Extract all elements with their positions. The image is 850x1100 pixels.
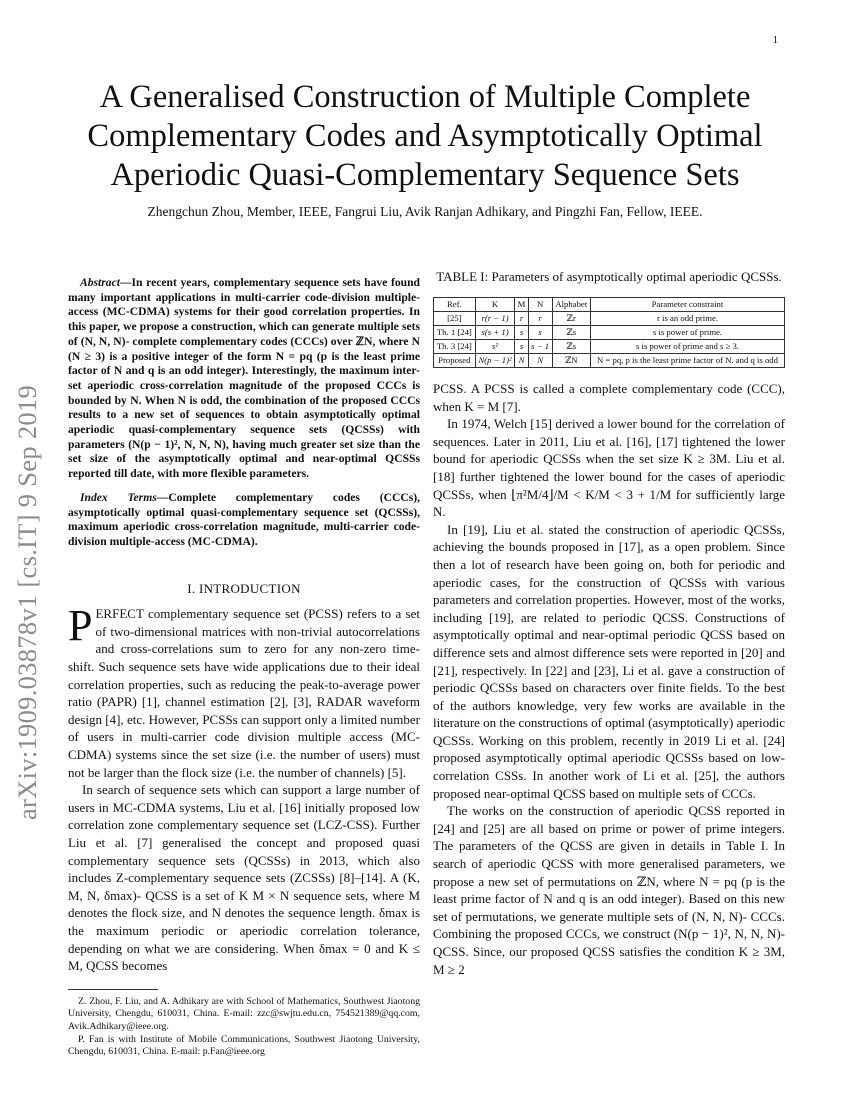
table-cell: ℤs bbox=[552, 326, 590, 340]
table-cell: [25] bbox=[434, 312, 476, 326]
table-cell: s(s + 1) bbox=[475, 326, 515, 340]
table-cell: N = pq, p is the least prime factor of N. and q is odd bbox=[590, 354, 784, 368]
table-cell: s is power of prime. bbox=[590, 326, 784, 340]
title-line: Aperiodic Quasi-Complementary Sequence Sets bbox=[110, 157, 740, 193]
table-header-cell: K bbox=[475, 298, 515, 312]
table-cell: s is power of prime and s ≥ 3. bbox=[590, 340, 784, 354]
table-cell: ℤN bbox=[552, 354, 590, 368]
title-line: A Generalised Construction of Multiple Complete bbox=[99, 79, 751, 115]
intro-paragraph bbox=[68, 601, 420, 781]
paper-title bbox=[60, 78, 790, 195]
title-line: Complementary Codes and Asymptotically Optimal bbox=[87, 118, 763, 154]
table-row bbox=[434, 340, 785, 354]
index-terms-label: Index Terms bbox=[80, 490, 157, 504]
index-terms-text: —Complete complementary codes (CCCs), asymptotically optimal quasi-complementary sequence set (QCSSs), maximum aperiodic cross-correlation magnitude, multi-carrier code-division multiple-access (MC-CDMA). bbox=[68, 490, 420, 548]
table-cell: s − 1 bbox=[528, 340, 552, 354]
table-cell: ℤs bbox=[552, 340, 590, 354]
table-cell: N bbox=[528, 354, 552, 368]
table-cell: Th. 3 [24] bbox=[434, 340, 476, 354]
body-paragraph: The works on the construction of aperiodic QCSS reported in [24] and [25] are all based on prime or power of prime integers. The parameters of the QCSS are given in details in Table I. In search of aperiodic QCSS with more generalised parameters, we propose a new set of permutations on ℤN, where N = pq (p is the least prime factor of N and q is an odd integer). Based on this new set of permutations, we generate multiple sets of (N, N, N)- CCCs. Combining the proposed CCCs, we construct (N(p − 1)², N, N, N)- QCSS. Since, our proposed QCSS satisfies the condition K ≥ 3M, M ≥ 2 bbox=[433, 803, 785, 977]
intro-paragraph: In search of sequence sets which can support a large number of users in MC-CDMA systems, Liu et al. [16] initially proposed low correlation zone complementary sequence set (LCZ-CSS). Further Liu et al. [7] generalised the concept and proposed quasi complementary sequence sets (QCSSs) in 2013, which also includes Z-complementary sequence sets (ZCSSs) [8]–[14]. A (K, M, N, δmax)- QCSS is a set of K M × N sequence sets, where M denotes the flock size, and N denotes the sequence length. δmax is the maximum periodic or aperiodic correlation tolerance, depending on what we are considering. When δmax = 0 and K ≤ M, QCSS becomes bbox=[68, 782, 420, 974]
abstract-text: —In recent years, complementary sequence sets have found many important applications in multi-carrier code-division multiple-access (MC-CDMA) systems for their good correlation properties. In this paper, we propose a construction, which can generate multiple sets of (N, N, N)- complete complementary codes (CCCs) over ℤN, where N (N ≥ 3) is a positive integer of the form N = pq (p is the least prime factor of N and q is an odd integer). Interestingly, the maximum inter-set aperiodic cross-correlation magnitude of the proposed CCCs is bounded by N. When N is odd, the combination of the proposed CCCs results to a new set of sequences to obtain asymptotically optimal aperiodic quasi-complementary sequence sets (QCSSs) with parameters (N(p − 1)², N, N, N), having much greater set size than the set size of the asymptotically optimal and near-optimal QCSSs reported till date, with more flexible parameters. bbox=[68, 276, 420, 481]
body-paragraph: In 1974, Welch [15] derived a lower bound for the correlation of sequences. Later in 2011, Liu et al. [16], [17] tightened the lower bound for aperiodic QCSSs when the set size K ≥ 3M. Liu et al. [18] further tightened the lower bound for the cases of aperiodic QCSSs, when ⌊π²M/4⌋/M < K/M < 3 + 1/M for sufficiently large N. bbox=[433, 416, 785, 520]
table-cell: r(r − 1) bbox=[475, 312, 515, 326]
table-cell: s bbox=[515, 340, 528, 354]
table-cell: N(p − 1)² bbox=[475, 354, 515, 368]
table-row bbox=[434, 326, 785, 340]
table-row bbox=[434, 354, 785, 368]
drop-cap: P bbox=[68, 601, 93, 651]
table-header-cell: Alphabet bbox=[552, 298, 590, 312]
table-cell: s bbox=[528, 326, 552, 340]
footnote: P. Fan is with Institute of Mobile Communications, Southwest Jiaotong University, Chengdu, 610031, China. E-mail: p.Fan@ieee.org bbox=[68, 1033, 420, 1058]
abstract bbox=[68, 276, 420, 482]
footnote: Z. Zhou, F. Liu, and A. Adhikary are with School of Mathematics, Southwest Jiaotong University, Chengdu, 610031, China. E-mail: zzc@swjtu.edu.cn, 754521389@qq.com, Avik.Adhikary@ieee.org. bbox=[68, 995, 420, 1032]
parameters-table bbox=[433, 297, 785, 368]
table-cell: r bbox=[515, 312, 528, 326]
table-header-cell: Ref. bbox=[434, 298, 476, 312]
table-cell: N bbox=[515, 354, 528, 368]
table-cell: r is an odd prime. bbox=[590, 312, 784, 326]
footnote-rule bbox=[68, 989, 158, 990]
table-header-cell: Parameter constraint bbox=[590, 298, 784, 312]
body-paragraph: In [19], Liu et al. stated the construction of aperiodic QCSSs, achieving the bounds proposed in [17], as a open problem. Since then a lot of research have been going on, both for periodic and aperiodic cases, for the construction of QCSSs with various parameters and correlation properties. However, most of the works, including [19], are related to periodic QCSS. Constructions of asymptotically optimal and near-optimal periodic QCSS based on difference sets and almost difference sets were reported in [20] and [21], respectively. In [22] and [23], Li et al. gave a construction of periodic QCSSs based on characters over finite fields. To the best of the authors knowledge, very few works are available in the literature on the constructions of optimal (asymptotically) aperiodic QCSSs. Working on this problem, recently in 2019 Li et al. [24] proposed asymptotically optimal aperiodic QCSSs based on low-correlation CSSs. In another work of Li et al. [25], the authors proposed near-optimal QCSS based on multiple sets of CCCs. bbox=[433, 521, 785, 801]
section-heading: I. INTRODUCTION bbox=[187, 580, 301, 596]
table-cell: r bbox=[528, 312, 552, 326]
index-terms bbox=[68, 491, 420, 550]
author-line: Zhengchun Zhou, Member, IEEE, Fangrui Liu, Avik Ranjan Adhikary, and Pingzhi Fan, Fellow, IEEE. bbox=[147, 204, 703, 219]
table-cell: s bbox=[515, 326, 528, 340]
table-caption: TABLE I: Parameters of asymptotically optimal aperiodic QCSSs. bbox=[436, 269, 782, 284]
intro-paragraph-text: ERFECT complementary sequence set (PCSS) refers to a set of two-dimensional matrices with non-trivial autocorrelations and cross-correlations sum to zero for any non-zero time-shift. Such sequence sets have wide applications due to their ideal correlation properties, such as reducing the peak-to-average power ratio (PAPR) [1], channel estimation [2], [3], RADAR waveform design [4], etc. However, PCSSs can support only a limited number of users in multi-carrier code division multiple access (MC-CDMA) systems since the set size (i.e. the number of users) must not be larger than the flock size (i.e. the number of channels) [5]. bbox=[68, 606, 420, 780]
arxiv-stamp: arXiv:1909.03878v1 [cs.IT] 9 Sep 2019 bbox=[12, 384, 42, 820]
table-cell: Th. 1 [24] bbox=[434, 326, 476, 340]
table-header-cell: M bbox=[515, 298, 528, 312]
left-column bbox=[68, 276, 420, 1059]
table-header-cell: N bbox=[528, 298, 552, 312]
table-cell: ℤr bbox=[552, 312, 590, 326]
body-paragraph: PCSS. A PCSS is called a complete complementary code (CCC), when K = M [7]. bbox=[433, 381, 785, 414]
table-header-row bbox=[434, 298, 785, 312]
table-cell: Proposed bbox=[434, 354, 476, 368]
table-row bbox=[434, 312, 785, 326]
page-number: 1 bbox=[772, 34, 778, 46]
abstract-label: Abstract bbox=[80, 276, 120, 289]
right-column bbox=[433, 268, 785, 978]
table-cell: s² bbox=[475, 340, 515, 354]
